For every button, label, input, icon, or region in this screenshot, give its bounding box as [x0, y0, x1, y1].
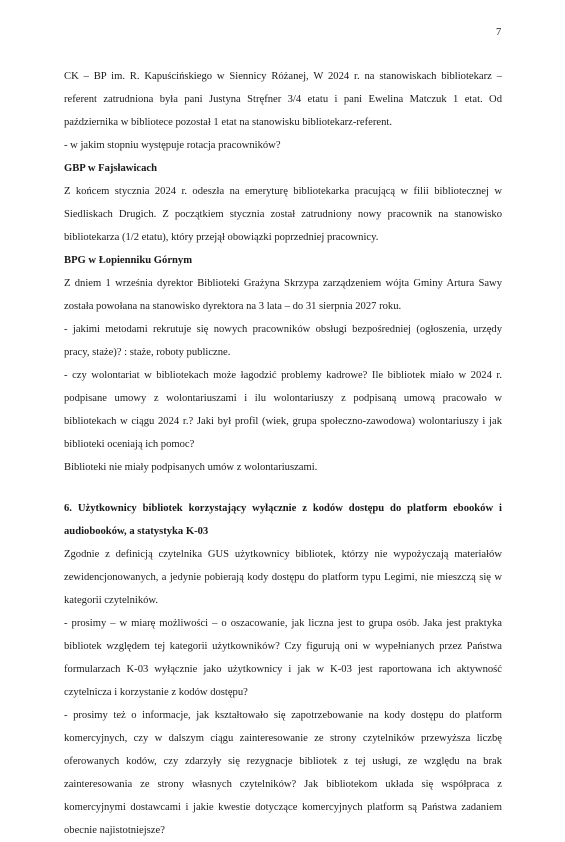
- paragraph-gus-definition: Zgodnie z definicją czytelnika GUS użytkownicy bibliotek, którzy nie wypożyczają materiałów zewidencjonowanych, a jedynie pobierają kody dostępu do platform typu Legimi, nie mieszczą się w kategorii czytelników.: [64, 549, 502, 606]
- question-volunteering: - czy wolontariat w bibliotekach może łagodzić problemy kadrowe? Ile bibliotek miało w 2024 r. podpisane umowy z wolontariuszami i ilu wolontariuszy z podpisaną umową pracowało w bibliotekach w ciągu 2024 r.? Jaki był profil (wiek, grupa społeczno-zawodowa) wolontariuszy i jak biblioteki oceniają ich pomoc?: [64, 370, 502, 450]
- question-estimate-users: - prosimy – w miarę możliwości – o oszacowanie, jak liczna jest to grupa osób. Jaka jest praktyka bibliotek względem tej kategorii użytkowników? Czy figurują oni w wypełnianych przez Państwa formularzach K-03 wyłącznie jako użytkownicy i jak w K-03 jest raportowana ich aktywność czytelnicza i korzystanie z kodów dostępu?: [64, 618, 502, 698]
- paragraph-lopiennik: Z dniem 1 września dyrektor Biblioteki Grażyna Skrzypa zarządzeniem wójta Gminy Artura Sawy została powołana na stanowisko dyrektora na 3 lata – do 31 sierpnia 2027 roku.: [64, 278, 502, 312]
- section-6-title: 6. Użytkownicy bibliotek korzystający wyłącznie z kodów dostępu do platform ebooków i audiobooków, a statystyka K-03: [64, 503, 502, 537]
- question-recruitment: - jakimi metodami rekrutuje się nowych pracowników obsługi bezpośredniej (ogłoszenia, urzędy pracy, staże)? : staże, roboty publiczne.: [64, 324, 502, 358]
- heading-bpg-lopiennik: BPG w Łopienniku Górnym: [64, 255, 193, 266]
- answer-volunteering: Biblioteki nie miały podpisanych umów z wolontariuszami.: [64, 462, 318, 473]
- heading-gbp-fajslawice: GBP w Fajsławicach: [64, 163, 157, 174]
- page-number: 7: [496, 27, 502, 38]
- document-body: [64, 65, 502, 842]
- section-gap: [64, 479, 502, 497]
- question-rotation: - w jakim stopniu występuje rotacja pracowników?: [64, 140, 281, 151]
- paragraph-fajslawice: Z końcem stycznia 2024 r. odeszła na emeryturę bibliotekarka pracującą w filii bibliotecznej w Siedliskach Drugich. Z początkiem stycznia został zatrudniony nowy pracownik na stanowisko bibliotekarza (1/2 etatu), który przejął obowiązki poprzedniej pracownicy.: [64, 186, 502, 243]
- paragraph-ck-bp-staff: CK – BP im. R. Kapuścińskiego w Siennicy Różanej, W 2024 r. na stanowiskach bibliotekarz – referent zatrudniona była pani Justyna Stręfner 3/4 etatu i pani Ewelina Matczuk 1 etat. Od października w bibliotece pozostał 1 etat na stanowisku bibliotekarz-referent.: [64, 71, 502, 128]
- question-access-codes-demand: - prosimy też o informacje, jak kształtowało się zapotrzebowanie na kody dostępu do platform komercyjnych, czy w dalszym ciągu zainteresowanie ze strony czytelników przewyższa liczbę oferowanych kodów, czy zdarzyły się rezygnacje bibliotek z tej usługi, ze względu na brak zainteresowania ze strony własnych czytelników? Jak bibliotekom układa się współpraca z komercyjnymi dostawcami i jakie kwestie dotyczące komercyjnych platform są Państwa zadaniem obecnie najistotniejsze?: [64, 710, 502, 836]
